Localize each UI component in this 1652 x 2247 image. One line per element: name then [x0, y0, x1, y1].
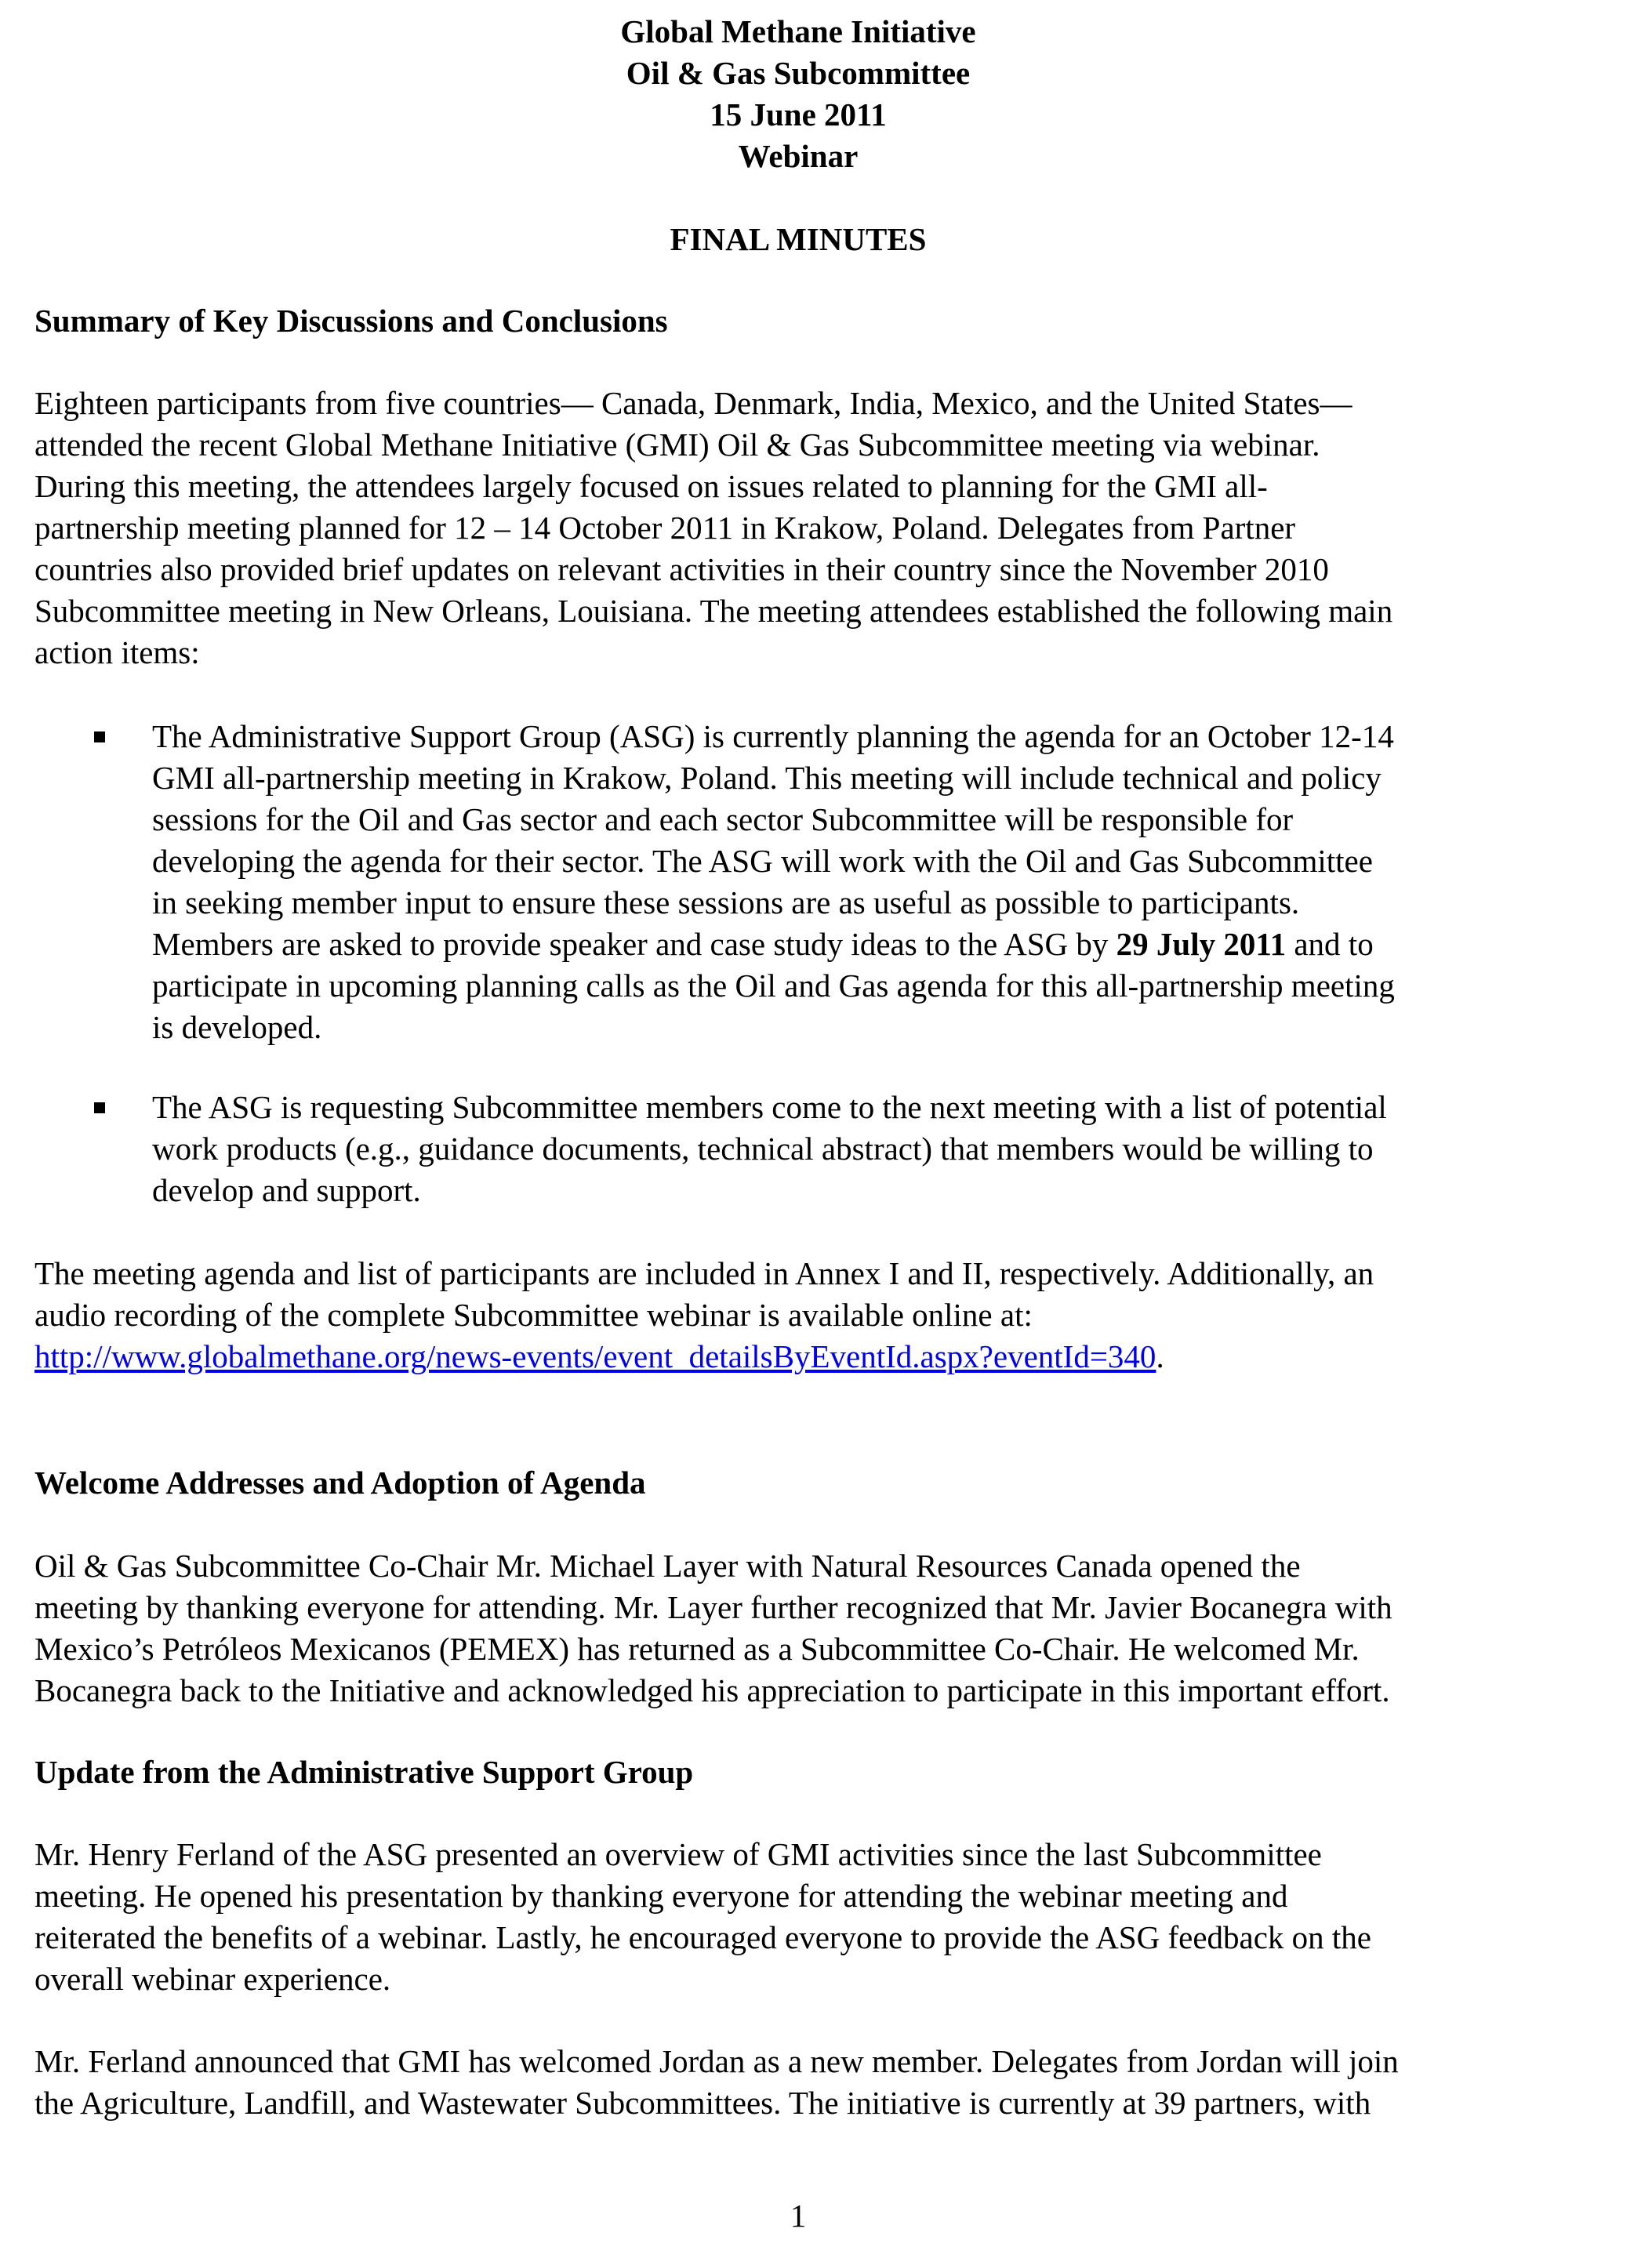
asg-update-line: Mr. Henry Ferland of the ASG presented an overview of GMI activities since the last Subcommittee	[34, 1836, 1322, 1872]
header-format: Webinar	[738, 138, 859, 174]
link-trailing-period: .	[1156, 1338, 1164, 1374]
action-item-text	[152, 1087, 1642, 1211]
summary-intro-line: countries also provided brief updates on relevant activities in their country since the November 2010	[34, 551, 1329, 587]
action-item-line: sessions for the Oil and Gas sector and each sector Subcommittee will be responsible for	[152, 801, 1294, 837]
asg-update-line: overall webinar experience.	[34, 1961, 391, 1997]
asg-update-line: meeting. He opened his presentation by thanking everyone for attending the webinar meeting and	[34, 1878, 1288, 1914]
summary-intro-line: Subcommittee meeting in New Orleans, Louisiana. The meeting attendees established the following main	[34, 593, 1393, 629]
asg-update-paragraph-1	[34, 1834, 1595, 2000]
asg-update-line: reiterated the benefits of a webinar. Lastly, he encouraged everyone to provide the ASG feedback on the	[34, 1919, 1372, 1955]
square-bullet-icon	[94, 731, 105, 742]
action-item-deadline: 29 July 2011	[1116, 926, 1287, 962]
square-bullet-icon	[94, 1102, 105, 1113]
welcome-heading: Welcome Addresses and Adoption of Agenda	[34, 1465, 646, 1501]
action-item-text-segment: and to	[1286, 926, 1374, 962]
page-number: 1	[790, 2198, 807, 2234]
summary-closing-line: The meeting agenda and list of participants are included in Annex I and II, respectively. Additionally, an	[34, 1255, 1374, 1291]
summary-intro-line: attended the recent Global Methane Initiative (GMI) Oil & Gas Subcommittee meeting via webinar.	[34, 427, 1320, 463]
action-item-line	[152, 924, 1642, 965]
document-header	[0, 11, 1596, 177]
action-item-line: developing the agenda for their sector. The ASG will work with the Oil and Gas Subcommittee	[152, 843, 1373, 879]
asg-update-line: the Agriculture, Landfill, and Wastewater Subcommittees. The initiative is currently at 39 partners, with	[34, 2085, 1371, 2121]
summary-closing-line	[34, 1336, 1595, 1378]
welcome-line: Mexico’s Petróleos Mexicanos (PEMEX) has returned as a Subcommittee Co-Chair. He welcomed Mr.	[34, 1631, 1360, 1667]
welcome-paragraph	[34, 1545, 1595, 1712]
action-item-line: participate in upcoming planning calls as the Oil and Gas agenda for this all-partnership meeting	[152, 967, 1395, 1004]
welcome-line: meeting by thanking everyone for attending. Mr. Layer further recognized that Mr. Javier Bocanegra with	[34, 1589, 1392, 1625]
asg-update-paragraph-2	[34, 2041, 1595, 2124]
header-organization: Global Methane Initiative	[620, 13, 976, 49]
action-item-line: develop and support.	[152, 1172, 421, 1208]
asg-update-line: Mr. Ferland announced that GMI has welcomed Jordan as a new member. Delegates from Jordan will join	[34, 2043, 1399, 2079]
document-title: FINAL MINUTES	[670, 221, 927, 257]
summary-intro-line: action items:	[34, 634, 200, 670]
header-subcommittee: Oil & Gas Subcommittee	[626, 55, 971, 91]
action-item-line: is developed.	[152, 1009, 322, 1045]
summary-intro-line: Eighteen participants from five countries— Canada, Denmark, India, Mexico, and the United States—	[34, 385, 1352, 421]
summary-intro-line: During this meeting, the attendees largely focused on issues related to planning for the GMI all-	[34, 468, 1268, 504]
action-item-text	[152, 716, 1642, 1048]
webinar-recording-link[interactable]: http://www.globalmethane.org/news-events/event_detailsByEventId.aspx?eventId=340	[34, 1338, 1156, 1374]
summary-heading: Summary of Key Discussions and Conclusions	[34, 303, 668, 339]
action-item-line: in seeking member input to ensure these sessions are as useful as possible to participants.	[152, 884, 1300, 920]
action-item-line: The ASG is requesting Subcommittee members come to the next meeting with a list of potential	[152, 1089, 1387, 1125]
action-item-text-segment: Members are asked to provide speaker and case study ideas to the ASG by	[152, 926, 1116, 962]
summary-intro-line: partnership meeting planned for 12 – 14 October 2011 in Krakow, Poland. Delegates from Partner	[34, 510, 1296, 546]
summary-closing-paragraph	[34, 1253, 1595, 1378]
welcome-line: Bocanegra back to the Initiative and acknowledged his appreciation to participate in this important effort.	[34, 1672, 1390, 1708]
header-date: 15 June 2011	[710, 96, 887, 132]
summary-intro-paragraph	[34, 383, 1595, 673]
action-item-line: work products (e.g., guidance documents, technical abstract) that members would be willing to	[152, 1131, 1374, 1167]
welcome-line: Oil & Gas Subcommittee Co-Chair Mr. Michael Layer with Natural Resources Canada opened the	[34, 1548, 1301, 1584]
asg-update-heading: Update from the Administrative Support Group	[34, 1754, 694, 1790]
summary-closing-line: audio recording of the complete Subcommittee webinar is available online at:	[34, 1297, 1033, 1333]
action-item-line: The Administrative Support Group (ASG) is currently planning the agenda for an October 12-14	[152, 718, 1394, 754]
action-item-line: GMI all-partnership meeting in Krakow, Poland. This meeting will include technical and policy	[152, 760, 1382, 796]
